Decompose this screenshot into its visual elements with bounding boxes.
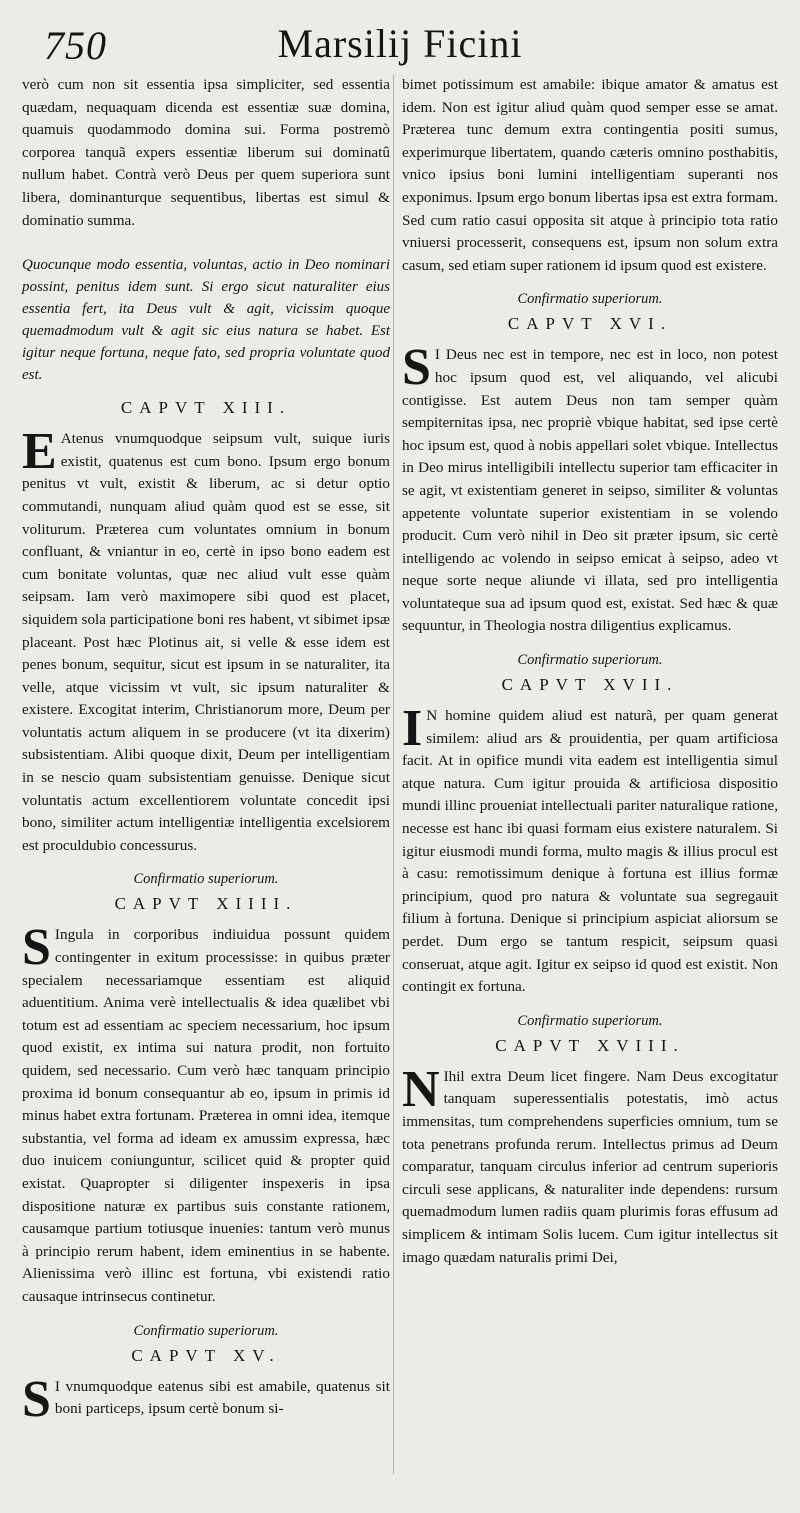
- drop-cap: S: [22, 919, 51, 977]
- section-caption: Confirmatio superiorum.: [133, 871, 279, 888]
- paragraph-text: N homine quidem aliud est naturã, per quam generat similem: aliud ars & prouidentia, per quam artificiosa facit. At in opifice mundi vita eadem est intelligentia simul atque natura. Cum igitur prouida & artificiosa dispositio mundi illinc proueniat intellectuali pariter naturalique ratione, necesse est hanc ibi quasi formam eius existere naturalem. Si igitur eiusmodi mundi forma, multo magis & illius procul est à casu: remotissimum denique à fortuna est illius formæ principium, quod pro natura & voluntate sua segregauit filium à fortuna. Denique si principium aspiciat aliorsum se perdet. Dum ergo se tantum respicit, seipsum quasi conseruat, atque agit. Igitur ex seipso id quod est existit. Non contingit ex fortuna.: [402, 707, 778, 996]
- drop-cap: S: [22, 1370, 51, 1428]
- section-caption: Confirmatio superiorum.: [517, 652, 663, 669]
- chapter-heading: CAPVT XV.: [131, 1345, 281, 1365]
- chapter-paragraph: [22, 423, 390, 857]
- drop-cap: N: [402, 1060, 440, 1118]
- chapter-heading: CAPVT XVIII.: [495, 1035, 685, 1055]
- paragraph-text: Atenus vnumquodque seipsum vult, suique iuris existit, quatenus est cum bono. Ipsum ergo bonum penitus vt vult, existit & liberum, ac si detur optio commutandi, nunquam aliud quàm quod est se esse, sit voliturum. Præterea cum voluntates omnium in bonum confluant, & vniantur in eo, certè in ipso bono eadem est cum bonitate voluntas, quæ nec aliud vult esse quàm seipsam. Iam verò maximopere sibi quod est placet, siquidem sola participatione boni res habent, vt sibimet ipsæ placeant. Post hæc Plotinus ait, si velle & esse idem est penes bonum, sequitur, sicut est ipsum in se naturaliter, ita velle, atque vicissim vt vult, sic ipsum naturaliter & existere. Excogitat interim, Christianorum more, Deum per voluntatis actum aliquem in se producere (vt ita dixerim) subsistentiam. Alibi quoque dixit, Deum per intelligentiam in se nescio quam subsistentiam genuisse. Denique sicut voluntatis actum excellentiorem voluntate concedit ipsi bono, similiter actum intelligentiæ intelligentia excelsiorem est proculdubio concessurus.: [22, 430, 390, 854]
- paragraph: verò cum non sit essentia ipsa simpliciter, sed essentia quædam, nequaquam dicenda est essentiæ suæ domina, quamuis quodammodo domina sui. Forma postremò corporea tanquã expers essentiæ liberum sui dominatû nullum habet. Contrà verò Deus per quem superiora sunt libera, dominanturque sequentibus, libertas est simul & dominatio summa.: [22, 76, 390, 229]
- drop-cap: E: [22, 423, 57, 481]
- section-caption: Confirmatio superiorum.: [133, 1322, 279, 1339]
- chapter-heading: CAPVT XVII.: [501, 675, 679, 695]
- chapter-paragraph: [402, 1060, 778, 1269]
- paragraph-text: Ihil extra Deum licet fingere. Nam Deus excogitatur tanquam superessentialis potestatis, imò actus immensitas, tum comprehendens superficies omnium, tum se tota penetrans profunda rerum. Intellectus primus ad Deum comparatur, tanquam circulus inferior ad centrum superioris circuli sese applicans, & naturaliter inde dependens: rursum quemadmodum lumen radiis quam plurimis foras effusum ad simplicem & intimam Solis lucem. Cum igitur intellectus sit imago quædam naturalis primi Dei,: [402, 1067, 778, 1266]
- page-header: [22, 0, 778, 74]
- text-columns: [22, 74, 778, 1504]
- section-caption: Confirmatio superiorum.: [517, 291, 663, 308]
- chapter-paragraph: [22, 1370, 390, 1428]
- running-head: Marsilij Ficini: [277, 21, 523, 66]
- chapter-heading: CAPVT XIIII.: [114, 894, 298, 914]
- chapter-summary: Quocunque modo essentia, voluntas, actio in Deo nominari possint, penitus idem sunt. Si ergo sicut naturaliter eius essentia fert, ita Deus vult & agit, vicissim quoque quemadmodum vult & agit sic eius natura se habet. Est igitur neque fortuna, neque fato, sed propria voluntate quod est.: [22, 257, 390, 384]
- chapter-heading: CAPVT XIII.: [120, 398, 292, 418]
- drop-cap: S: [402, 339, 431, 397]
- section-caption: Confirmatio superiorum.: [517, 1012, 663, 1029]
- paragraph-text: I vnumquodque eatenus sibi est amabile, quatenus sit boni particeps, ipsum certè bonum si-: [54, 1377, 390, 1418]
- right-column: [402, 74, 778, 1269]
- paragraph-text: I Deus nec est in tempore, nec est in loco, non potest hoc ipsum quod est, vel aliquando, vel alicubi contigisse. Est autem Deus non tam semper quàm sempiternitas ipsa, nec propriè vbique habitat, sed ipse certè hoc ipsum est, quod à nobis appellari solet vbique. Intellectus in Deo mirus intelligibili intellectu superior tam efficaciter in se agit, vt existentiam generet in seipso, similiter & voluntas appetente voluntate superior existentiam in se volendo producit. Cum verò nihil in Deo sit præter ipsum, sic certè intelligendo ac volendo in seipso emicat à seipso, adeo vt neque sorte neque aliunde vi illata, sed pro intelligentia voluntateque sua ad ipsum quod est, existat. Sed hæc & quæ sequuntur, in Theologia nostra diligentius explicamus.: [402, 346, 778, 635]
- chapter-paragraph: [402, 339, 778, 638]
- chapter-paragraph: [22, 919, 390, 1308]
- page-number: 750: [44, 23, 107, 68]
- paragraph-text: Ingula in corporibus indiuidua possunt quidem contingenter in exitum processisse: in quibus præter specialem necessariamque essentiam est aliquid aduentitium. Anima verè intellectualis & idea quælibet vbi totum est ad essentiam ac speciem necessarium, hoc ipsum quod existit, ex intima sui natura prodit, non fortuito quidem, sed necessario. Cum verò hæc tanquam principio proxima id bonum consequantur ab eo, ipsum in primis id minus habet extra fortunam. Præterea in omni idea, itemque substantia, vel forma ad ideam ex amussim expressa, hæc duo inuicem coniunguntur, scilicet quid & propter quid existat. Quapropter si diligenter inspexeris in ipsa dispositione naturæ ex partibus suis constante rationem, causamque partium totiusque inuenies: tantum verò munus à principio rerum habent, idem eminentius in se habente. Alienissima verò illinc est fortuna, vbi existendi ratio causaque intrinsecus continetur.: [22, 926, 390, 1305]
- drop-cap: I: [402, 700, 423, 758]
- column-divider: [393, 74, 394, 1474]
- left-column: [22, 74, 390, 1428]
- chapter-heading: CAPVT XVI.: [507, 314, 673, 334]
- paragraph: bimet potissimum est amabile: ibique amator & amatus est idem. Non est igitur aliud quàm quod semper esse se amat. Præterea tunc demum extra contingentia positi sumus, experimurque libertatem, quando cæteris omnino posthabitis, vnico ipsius boni lumini intelligentiam superanti nos exponimus. Ipsum ergo bonum libertas ipsa est extra formam. Sed cum ratio casui opposita sit atque à principio tota ratio vniuersi processerit, consequens est, ipsum non solum extra casum, sed etiam super rationem id ipsum quod est existere.: [402, 76, 778, 274]
- chapter-paragraph: [402, 700, 778, 999]
